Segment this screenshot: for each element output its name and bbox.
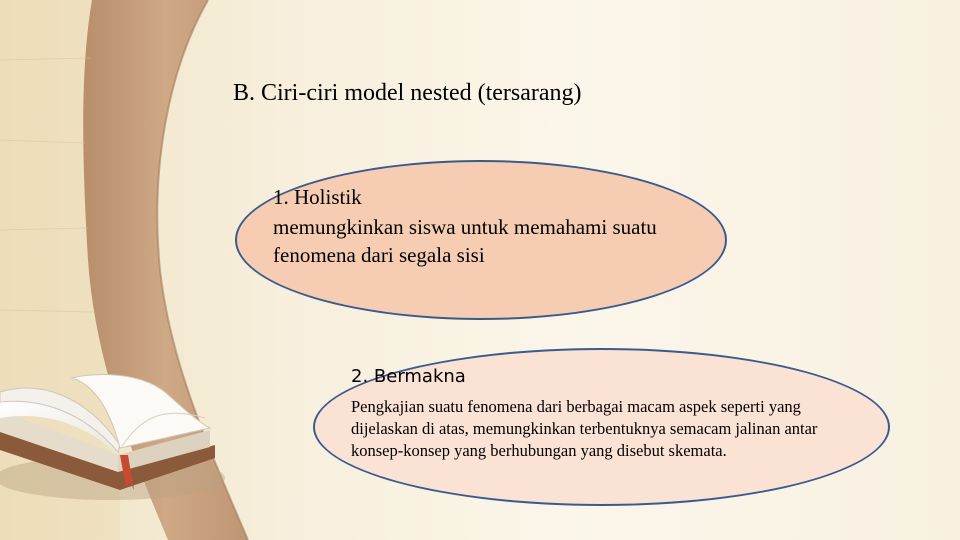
point-2-heading: 2. Bermakna bbox=[351, 366, 466, 387]
point-1-heading: 1. Holistik bbox=[273, 185, 362, 209]
open-book-illustration bbox=[0, 375, 225, 500]
point-2-body: Pengkajian suatu fenomena dari berbagai macam aspek seperti yang dijelaskan di atas, memungkinkan terbentuknya semacam jalinan antar konsep-konsep yang berhubungan yang disebut skemata. bbox=[351, 397, 818, 460]
point-1-body: memungkinkan siswa untuk memahami suatu fenomena dari segala sisi bbox=[273, 215, 657, 267]
slide-title: B. Ciri-ciri model nested (tersarang) bbox=[233, 80, 582, 106]
